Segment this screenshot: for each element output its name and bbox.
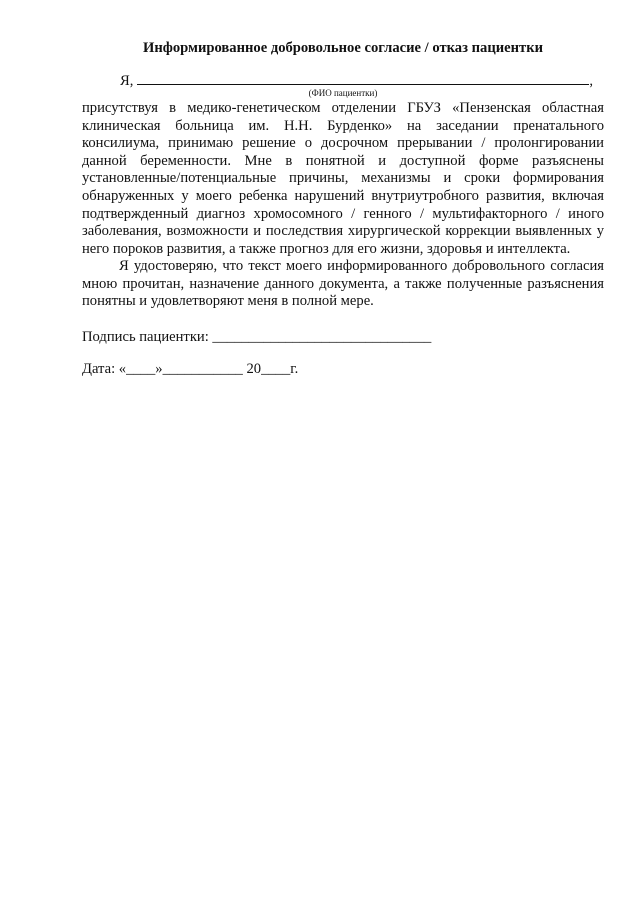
date-line[interactable]: Дата: «____»___________ 20____г. xyxy=(82,361,299,377)
name-suffix: , xyxy=(589,73,594,89)
patient-name-hint: (ФИО пациентки) xyxy=(308,88,378,98)
name-prefix: Я, xyxy=(120,73,134,89)
patient-name-field[interactable] xyxy=(137,71,589,85)
consent-paragraph-1: присутствуя в медико-генетическом отделении ГБУЗ «Пензенская областная клиническая больница им. Н.Н. Бурденко» на заседании пренатального консилиума, принимаю решение о досрочном прерывании / пролонгировании данной беременности. Мне в понятной и доступной форме разъяснены установленные/потенциальные причины, механизмы и сроки формирования обнаруженных у моего ребенка нарушений внутриутробного развития, включая подтвержденный диагноз хромосомного / генного / мультифакторного / иного заболевания, возможности и последствия хирургической коррекции выявленных у него пороков развития, а также прогноз для его жизни, здоровья и интеллекта. xyxy=(82,100,604,257)
consent-paragraph-2: Я удостоверяю, что текст моего информированного добровольного согласия мною прочитан, назначение данного документа, а также полученные разъяснения понятны и удовлетворяют меня в полной мере. xyxy=(82,258,604,310)
signature-line[interactable]: Подпись пациентки: ______________________________ xyxy=(82,329,432,345)
document-title: Информированное добровольное согласие / отказ пациентки xyxy=(142,40,544,56)
